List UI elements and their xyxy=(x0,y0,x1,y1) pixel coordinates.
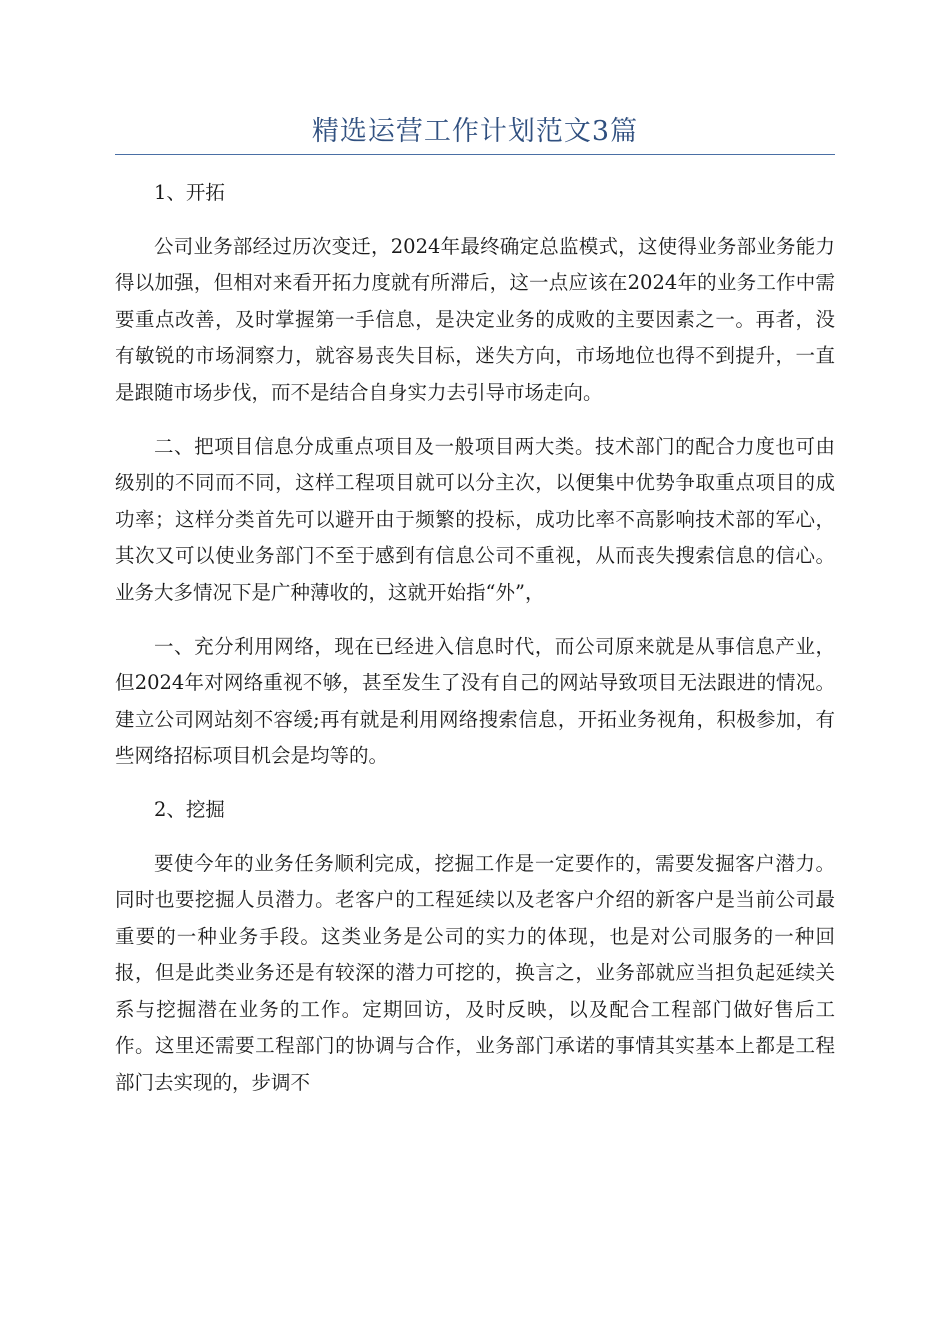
paragraph: 二、把项目信息分成重点项目及一般项目两大类。技术部门的配合力度也可由级别的不同而不同，这样工程项目就可以分主次，以便集中优势争取重点项目的成功率；这样分类首先可以避开由于频繁的投标，成功比率不高影响技术部的军心，其次又可以使业务部门不至于感到有信息公司不重视，从而丧失搜索信息的信心。业务大多情况下是广种薄收的，这就开始指“外”， xyxy=(115,434,835,604)
document-body xyxy=(115,175,835,1119)
paragraph: 一、充分利用网络，现在已经进入信息时代，而公司原来就是从事信息产业，但2024年对网络重视不够，甚至发生了没有自己的网站导致项目无法跟进的情况。建立公司网站刻不容缓;再有就是利用网络搜索信息，开拓业务视角，积极参加，有些网络招标项目机会是均等的。 xyxy=(115,634,835,768)
title-underline xyxy=(115,154,835,155)
paragraph: 公司业务部经过历次变迁，2024年最终确定总监模式，这使得业务部业务能力得以加强，但相对来看开拓力度就有所滞后，这一点应该在2024年的业务工作中需要重点改善，及时掌握第一手信息，是决定业务的成败的主要因素之一。再者，没有敏锐的市场洞察力，就容易丧失目标，迷失方向，市场地位也得不到提升，一直是跟随市场步伐，而不是结合自身实力去引导市场走向。 xyxy=(115,234,835,404)
page-title: 精选运营工作计划范文3篇 xyxy=(311,116,639,147)
section-heading-kaituo: 1、开拓 xyxy=(154,181,225,204)
section-heading-wajue: 2、挖掘 xyxy=(154,797,225,821)
paragraph: 要使今年的业务任务顺利完成，挖掘工作是一定要作的，需要发掘客户潜力。同时也要挖掘人员潜力。老客户的工程延续以及老客户介绍的新客户是当前公司最重要的一种业务手段。这类业务是公司的实力的体现，也是对公司服务的一种回报，但是此类业务还是有较深的潜力可挖的，换言之，业务部就应当担负起延续关系与挖掘潜在业务的工作。定期回访，及时反映，以及配合工程部门做好售后工作。这里还需要工程部门的协调与合作，业务部门承诺的事情其实基本上都是工程部门去实现的，步调不 xyxy=(115,851,835,1095)
